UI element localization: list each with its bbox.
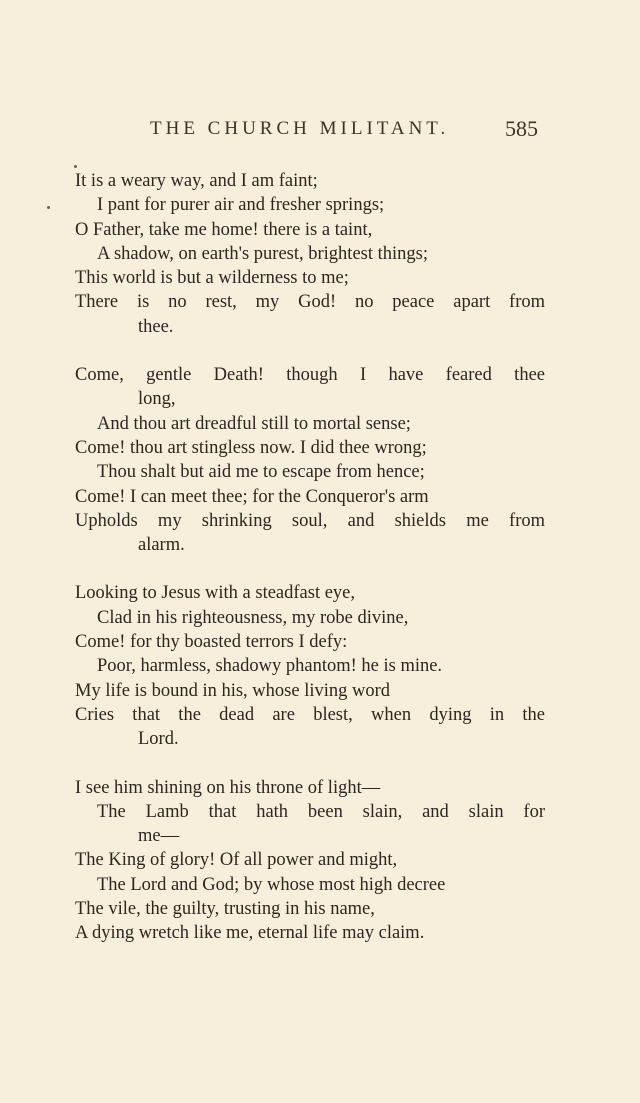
stanza-3 (75, 581, 545, 751)
poem-line-continuation: alarm. (138, 535, 185, 556)
poem-line-continuation: thee. (138, 316, 174, 337)
poem-line: Thou shalt but aid me to escape from hence; (97, 462, 425, 483)
poem-line: This world is but a wilderness to me; (75, 268, 349, 289)
poem-line: I pant for purer air and fresher springs; (97, 195, 385, 216)
poem-line: The vile, the guilty, trusting in his name, (75, 899, 375, 920)
poem-line-continuation: long, (138, 389, 176, 410)
poem-line: Come! thou art stingless now. I did thee wrong; (75, 437, 427, 458)
poem-line: Looking to Jesus with a steadfast eye, (75, 583, 356, 604)
poem-line: Upholds my shrinking soul, and shields me from (75, 510, 545, 531)
poem-line: Come! I can meet thee; for the Conqueror's arm (75, 486, 429, 507)
page-header (0, 118, 640, 148)
poem-line: There is no rest, my God! no peace apart from (75, 292, 545, 313)
stanza-1 (75, 169, 545, 339)
poem-line: A shadow, on earth's purest, brightest things; (97, 243, 428, 264)
stanza-2 (75, 363, 545, 557)
poem-line: It is a weary way, and I am faint; (75, 171, 318, 191)
poem-line: O Father, take me home! there is a taint, (75, 219, 373, 240)
poem-line: A dying wretch like me, eternal life may claim. (75, 923, 425, 944)
poem-line: I see him shining on his throne of light— (75, 777, 381, 798)
poem-line: And thou art dreadful still to mortal sense; (97, 413, 411, 434)
poem-line: The Lamb that hath been slain, and slain for (97, 801, 545, 822)
poem-line: The Lord and God; by whose most high decree (97, 874, 446, 895)
poem-line: Clad in his righteousness, my robe divine, (97, 607, 409, 628)
page-number: 585 (505, 116, 538, 141)
running-title: THE CHURCH MILITANT. (150, 118, 450, 139)
poem-line: Cries that the dead are blest, when dying in the (75, 704, 545, 725)
poem-line: Come! for thy boasted terrors I defy: (75, 632, 348, 653)
print-speck (47, 206, 50, 209)
poem-line: The King of glory! Of all power and might, (75, 850, 398, 871)
poem-line: Poor, harmless, shadowy phantom! he is mine. (97, 656, 443, 677)
print-speck (74, 165, 77, 168)
poem-body (75, 169, 545, 970)
poem-line: Come, gentle Death! though I have feared thee (75, 365, 545, 386)
poem-line: My life is bound in his, whose living word (75, 680, 391, 701)
stanza-4 (75, 776, 545, 946)
poem-line-continuation: Lord. (138, 729, 179, 750)
poem-line-continuation: me— (138, 826, 180, 847)
